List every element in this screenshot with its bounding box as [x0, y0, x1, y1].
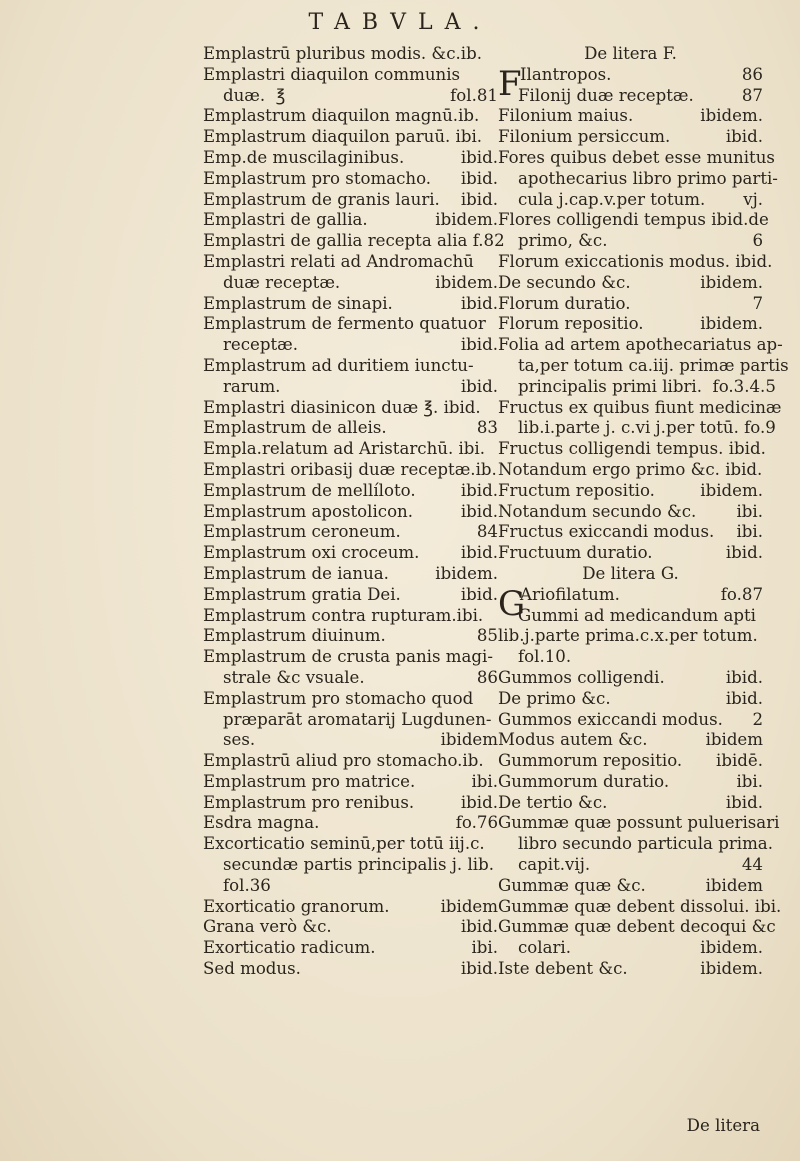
right-entry [498, 44, 763, 65]
left-entry [203, 917, 498, 938]
right-entry [498, 938, 763, 959]
left-entry [203, 897, 498, 918]
left-entry [203, 710, 498, 731]
entry-page-ref: 87 [741, 85, 763, 105]
left-entry [203, 377, 498, 398]
entry-text: De litera F. [584, 44, 677, 63]
entry-page-ref: ibid. [460, 376, 498, 396]
right-entry [498, 210, 769, 231]
left-entry [203, 86, 498, 107]
left-entry [203, 959, 498, 980]
entry-text: Emplastrum diaquilon paruū. ibi. [203, 127, 483, 147]
right-entry [498, 606, 763, 627]
right-entry [498, 168, 778, 190]
left-entry [203, 522, 498, 543]
left-entry [203, 834, 498, 855]
left-entry [203, 772, 498, 793]
left-entry [203, 730, 498, 751]
entry-text: principalis primi libri. fo.3.4.5 [518, 376, 776, 396]
right-entry [498, 834, 773, 855]
entry-text: libro secundo particula prima. [518, 834, 773, 854]
right-entry [498, 751, 763, 772]
right-entry [498, 86, 763, 107]
left-entry [203, 813, 498, 834]
right-entry [498, 376, 776, 398]
entry-page-ref: ibid. [460, 792, 498, 812]
entry-text: Gummæ quæ possunt puluerisari [498, 813, 780, 833]
left-entry [203, 793, 498, 814]
entry-page-ref: ibid. [460, 293, 498, 313]
right-entry [498, 647, 763, 668]
entry-text: Fructus ex quibus fiunt medicinæ [498, 397, 782, 417]
entry-text: Emplastrum de alleis. [203, 418, 387, 438]
entry-page-ref: ibid. [460, 584, 498, 604]
left-entry [203, 751, 498, 772]
left-entry [203, 356, 498, 377]
entry-text: Emplastrum de ianua. [203, 563, 389, 583]
entry-page-ref: ibi. [736, 771, 763, 791]
right-entry [498, 772, 763, 793]
right-entry [498, 251, 773, 273]
entry-text: Gummos exiccandi modus. [498, 709, 723, 729]
entry-page-ref: ibidem. [700, 938, 763, 958]
entry-page-ref: ibid. [460, 335, 498, 355]
entry-text: Gummorum duratio. [498, 771, 670, 791]
entry-page-ref: ibid. [460, 480, 498, 500]
entry-page-ref: ibidem. [700, 106, 763, 126]
entry-page-ref: 86 [476, 667, 498, 687]
left-entry [203, 668, 498, 689]
right-entry [498, 564, 763, 585]
left-entry [203, 65, 498, 86]
entry-page-ref: ibi. [471, 771, 498, 791]
entry-page-ref: 6 [752, 231, 763, 251]
entry-text: Emplastrum contra rupturam.ibi. [203, 605, 484, 625]
entry-text: Gummæ quæ debent decoqui &c [498, 917, 776, 937]
entry-text: Notandum ergo primo &c. ibid. [498, 459, 763, 479]
entry-page-ref: ibidem [705, 875, 763, 895]
entry-text: secundæ partis principalis j. lib. [223, 855, 494, 875]
entry-text: Emplastrum de sinapi. [203, 293, 393, 313]
entry-text: Exorticatio granorum. [203, 896, 390, 916]
left-entry [203, 127, 498, 148]
entry-page-ref: 2 [752, 709, 763, 729]
entry-page-ref: ibi. [471, 938, 498, 958]
right-entry [498, 355, 789, 377]
entry-page-ref: 84 [476, 522, 498, 542]
right-entry [498, 190, 763, 211]
left-entry [203, 938, 498, 959]
entry-text: Ilantropos. [520, 64, 612, 84]
entry-text: Florum duratio. [498, 293, 631, 313]
entry-text: ta,per totum ca.iij. primæ partis [518, 355, 789, 375]
entry-text: strale &c vsuale. [223, 667, 365, 687]
left-entry [203, 439, 498, 460]
entry-page-ref: ibidem [705, 730, 763, 750]
entry-text: Emplastrum de mellíloto. [203, 480, 416, 500]
catchword: De litera [686, 1116, 760, 1135]
entry-text: Emplastrū pluribus modis. &c.ib. [203, 44, 482, 63]
entry-page-ref: ibidem. [435, 210, 498, 230]
entry-text: Emplastrum de granis lauri. [203, 189, 440, 209]
entry-page-ref: ibidem. [700, 959, 763, 979]
left-entry [203, 398, 498, 419]
entry-text: Gummæ quæ debent dissolui. ibi. [498, 896, 782, 916]
entry-page-ref: ibidem [440, 730, 498, 750]
right-entry [498, 460, 763, 481]
entry-text: Fructuum duratio. [498, 543, 653, 563]
left-entry [203, 335, 498, 356]
right-entry [498, 502, 763, 523]
right-entry [498, 668, 763, 689]
entry-text: Filonium maius. [498, 106, 634, 126]
left-entry [203, 231, 505, 252]
entry-text: Excorticatio seminū,per totū iij.c. [203, 834, 485, 854]
entry-text: Emplastrum pro renibus. [203, 792, 415, 812]
entry-text: Emplastri de gallia recepta alia f.82 [203, 231, 505, 251]
entry-text: Emplastrum de fermento quatuor [203, 314, 486, 334]
right-entry [498, 710, 763, 731]
entry-text: Emplastrum pro stomacho quod [203, 688, 474, 708]
entry-page-ref: ibidem. [435, 272, 498, 292]
entry-text: lib.j.parte prima.c.x.per totum. [498, 626, 758, 646]
entry-text: Gummi ad medicandum apti [518, 605, 756, 625]
entry-text: Esdra magna. [203, 813, 320, 833]
left-entry [203, 44, 498, 65]
entry-text: Emplastrum ceroneum. [203, 522, 401, 542]
entry-page-ref: 85 [476, 626, 498, 646]
left-entry [203, 585, 498, 606]
entry-text: Emplastri oribasij duæ receptæ.ib. [203, 459, 497, 479]
entry-text: Ariofilatum. [520, 584, 620, 604]
entry-page-ref: ibid. [725, 667, 763, 687]
entry-text: primo, &c. [518, 231, 608, 251]
right-entry [498, 418, 776, 439]
entry-page-ref: 86 [741, 64, 763, 84]
entry-page-ref: fol.81 [450, 85, 498, 105]
left-entry [203, 148, 498, 169]
entry-page-ref: ibi. [736, 522, 763, 542]
left-entry [203, 418, 498, 439]
left-entry [203, 626, 498, 647]
entry-text: Emplastrū aliud pro stomacho.ib. [203, 751, 484, 771]
entry-text: De tertio &c. [498, 792, 608, 812]
entry-page-ref: 44 [741, 855, 763, 875]
right-entry [498, 917, 776, 938]
right-entry [498, 147, 775, 169]
left-entry [203, 564, 498, 585]
entry-text: Sed modus. [203, 959, 301, 979]
right-entry [498, 896, 782, 918]
entry-page-ref: ibidem [440, 896, 498, 916]
entry-text: ses. [223, 730, 256, 750]
left-column [203, 44, 505, 980]
entry-page-ref: vj. [743, 189, 763, 209]
entry-text: Gummorum repositio. [498, 751, 683, 771]
right-entry [498, 522, 763, 543]
entry-text: Folia ad artem apothecariatus ap- [498, 335, 783, 355]
entry-page-ref: ibid. [460, 168, 498, 188]
left-entry [203, 252, 498, 273]
entry-text: rarum. [223, 376, 281, 396]
page-header: TABVLA. [308, 10, 492, 35]
drop-cap: G [498, 583, 526, 624]
left-entry [203, 689, 498, 710]
right-entry [498, 626, 763, 647]
right-entry [498, 959, 763, 980]
left-entry [203, 294, 498, 315]
entry-text: lib.i.parte j. c.vi j.per totū. fo.9 [518, 418, 776, 438]
entry-page-ref: ibid. [460, 501, 498, 521]
entry-text: duæ. ℥ [223, 85, 286, 105]
entry-page-ref: ibid. [725, 792, 763, 812]
entry-text: fol.10. [518, 647, 572, 667]
entry-text: Fructus colligendi tempus. ibid. [498, 439, 766, 459]
right-entry [498, 481, 763, 502]
entry-text: De primo &c. [498, 688, 611, 708]
right-entry [498, 273, 763, 294]
right-entry [498, 127, 763, 148]
left-entry [203, 273, 498, 294]
entry-page-ref: ibid. [460, 959, 498, 979]
entry-page-ref: ibid. [460, 147, 498, 167]
entry-text: colari. [518, 938, 571, 958]
left-entry [203, 460, 498, 481]
left-entry [203, 502, 498, 523]
entry-text: Gummos colligendi. [498, 667, 665, 687]
left-entry [203, 855, 498, 876]
left-entry [203, 876, 498, 897]
right-entry [498, 855, 763, 876]
right-entry [498, 231, 763, 252]
entry-text: Emplastrum diuinum. [203, 626, 386, 646]
entry-text: Iste debent &c. [498, 959, 628, 979]
right-entry [498, 314, 763, 335]
right-entry [498, 397, 782, 419]
entry-text: Emplastrum pro stomacho. [203, 168, 432, 188]
entry-page-ref: ibid. [460, 917, 498, 937]
entry-text: Fores quibus debet esse munitus [498, 147, 775, 167]
entry-page-ref: ibid. [725, 127, 763, 147]
entry-text: Flores colligendi tempus ibid.de [498, 210, 769, 230]
entry-text: Modus autem &c. [498, 730, 648, 750]
entry-text: Exorticatio radicum. [203, 938, 376, 958]
entry-text: Emplastri relati ad Andromachū [203, 251, 474, 271]
entry-text: Emplastrum apostolicon. [203, 501, 414, 521]
entry-text: Emplastrum diaquilon magnū.ib. [203, 106, 480, 126]
entry-text: Filonij duæ receptæ. [518, 85, 694, 105]
entry-page-ref: ibidem. [700, 314, 763, 334]
left-entry [203, 169, 498, 190]
drop-cap: F [498, 63, 522, 104]
entry-text: Grana verò &c. [203, 917, 332, 937]
entry-text: receptæ. [223, 335, 299, 355]
entry-page-ref: ibid. [460, 189, 498, 209]
entry-text: duæ receptæ. [223, 272, 341, 292]
right-entry [498, 876, 763, 897]
entry-text: Florum exiccationis modus. ibid. [498, 251, 773, 271]
entry-text: Emplastrum de crusta panis magi- [203, 647, 493, 667]
entry-text: apothecarius libro primo parti- [518, 168, 778, 188]
entry-page-ref: ibid. [460, 543, 498, 563]
entry-text: capit.vij. [518, 855, 591, 875]
left-entry [203, 543, 498, 564]
entry-page-ref: ibidem. [700, 480, 763, 500]
entry-page-ref: ibid. [725, 688, 763, 708]
entry-text: Emplastri diasinicon duæ ℥. ibid. [203, 397, 481, 417]
right-entry [498, 543, 763, 564]
entry-text: Fructus exiccandi modus. [498, 522, 715, 542]
entry-page-ref: fo.87 [720, 584, 763, 604]
entry-text: Emplastrum oxi croceum. [203, 543, 420, 563]
entry-page-ref: ibidem. [700, 272, 763, 292]
right-entry [498, 439, 766, 460]
entry-text: Fructum repositio. [498, 480, 655, 500]
left-entry [203, 210, 498, 231]
entry-text: Filonium persiccum. [498, 127, 671, 147]
entry-text: Emplastri diaquilon communis [203, 64, 461, 84]
entry-page-ref: 83 [476, 418, 498, 438]
left-entry [203, 190, 498, 211]
right-entry [498, 335, 783, 356]
left-entry [203, 106, 498, 127]
entry-text: Empla.relatum ad Aristarchū. ibi. [203, 439, 486, 459]
entry-text: Emp.de muscilaginibus. [203, 147, 405, 167]
entry-text: Emplastri de gallia. [203, 210, 368, 230]
entry-text: Emplastrum pro matrice. [203, 771, 416, 791]
entry-text: fol.36 [223, 875, 271, 895]
entry-text: Emplastrum ad duritiem iunctu- [203, 355, 474, 375]
right-entry [498, 106, 763, 127]
right-entry [498, 689, 763, 710]
left-entry [203, 606, 498, 627]
entry-text: præparāt aromatarij Lugdunen- [223, 709, 492, 729]
entry-page-ref: ibid. [725, 543, 763, 563]
entry-page-ref: ibidem. [435, 563, 498, 583]
entry-text: De litera G. [582, 563, 679, 583]
entry-page-ref: ibi. [736, 501, 763, 521]
entry-text: Gummæ quæ &c. [498, 875, 646, 895]
right-entry [498, 294, 763, 315]
right-column [498, 44, 789, 980]
left-entry [203, 481, 498, 502]
entry-page-ref: 7 [752, 293, 763, 313]
entry-text: Notandum secundo &c. [498, 501, 697, 521]
entry-text: Florum repositio. [498, 314, 644, 334]
entry-text: Emplastrum gratia Dei. [203, 584, 401, 604]
left-entry [203, 314, 498, 335]
entry-text: cula j.cap.v.per totum. [518, 189, 706, 209]
entry-text: De secundo &c. [498, 272, 631, 292]
right-entry [498, 730, 763, 751]
right-entry [498, 813, 780, 834]
entry-page-ref: fo.76 [455, 813, 498, 833]
entry-page-ref: ibidē. [716, 751, 763, 771]
right-entry [498, 793, 763, 814]
left-entry [203, 647, 498, 668]
